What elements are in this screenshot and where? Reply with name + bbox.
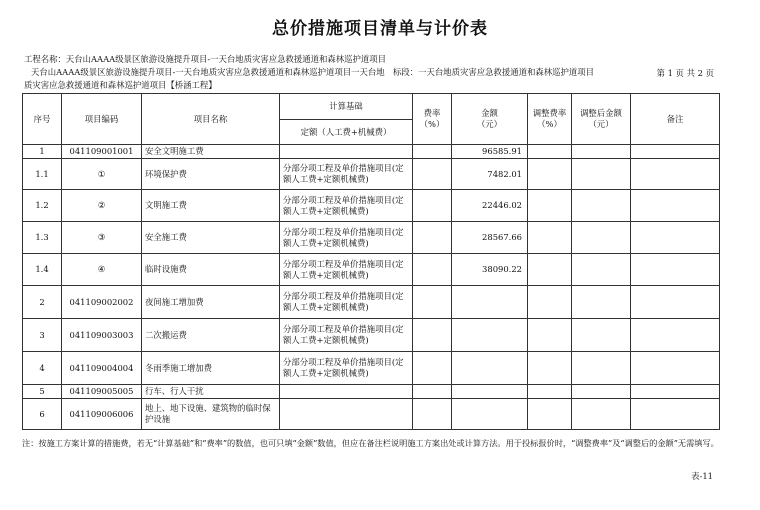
cell-adj-amount xyxy=(572,222,631,254)
cell-rate xyxy=(413,159,452,190)
cell-adj-rate xyxy=(528,385,572,399)
cell-code: 041109001001 xyxy=(62,145,142,159)
table-row xyxy=(23,190,720,222)
table-row xyxy=(23,145,720,159)
cell-rate xyxy=(413,145,452,159)
cell-remark xyxy=(631,145,720,159)
cell-seq: 1.2 xyxy=(23,190,62,222)
cell-amount: 7482.01 xyxy=(452,159,528,190)
cell-remark xyxy=(631,385,720,399)
cell-adj-rate xyxy=(528,399,572,430)
header-row xyxy=(23,94,720,120)
table-row xyxy=(23,385,720,399)
cell-adj-amount xyxy=(572,319,631,352)
table-row xyxy=(23,159,720,190)
cell-basis: 分部分项工程及单价措施项目(定额人工费+定额机械费) xyxy=(280,254,413,286)
cell-code: ① xyxy=(62,159,142,190)
cell-name: 安全施工费 xyxy=(142,222,280,254)
cell-seq: 1 xyxy=(23,145,62,159)
cell-basis: 分部分项工程及单价措施项目(定额人工费+定额机械费) xyxy=(280,190,413,222)
cell-code: ② xyxy=(62,190,142,222)
cell-basis: 分部分项工程及单价措施项目(定额人工费+定额机械费) xyxy=(280,319,413,352)
cell-code: 041109002002 xyxy=(62,286,142,319)
cell-code: 041109003003 xyxy=(62,319,142,352)
cell-adj-rate xyxy=(528,254,572,286)
cell-code: ④ xyxy=(62,254,142,286)
cell-name: 二次搬运费 xyxy=(142,319,280,352)
footnote: 注：按施工方案计算的措施费，若无“计算基础”和“费率”的数值，也可只填“金额”数值，但应在备注栏说明施工方案出处或计算方法。用于投标报价时，“调整费率”及“调整后的金额”无需填写。 xyxy=(22,438,719,448)
cell-amount xyxy=(452,286,528,319)
cell-basis: 分部分项工程及单价措施项目(定额人工费+定额机械费) xyxy=(280,222,413,254)
cell-amount xyxy=(452,352,528,385)
cell-basis: 分部分项工程及单价措施项目(定额人工费+定额机械费) xyxy=(280,352,413,385)
col-adj-rate: 调整费率 （%） xyxy=(528,94,572,145)
table-row xyxy=(23,254,720,286)
col-code: 项目编码 xyxy=(62,94,142,145)
cell-basis xyxy=(280,385,413,399)
cell-remark xyxy=(631,352,720,385)
col-rate: 费率 （%） xyxy=(413,94,452,145)
col-name: 项目名称 xyxy=(142,94,280,145)
table-row xyxy=(23,222,720,254)
cell-adj-amount xyxy=(572,385,631,399)
col-seq: 序号 xyxy=(23,94,62,145)
cell-code: ③ xyxy=(62,222,142,254)
cell-remark xyxy=(631,286,720,319)
cell-name: 地上、地下设施、建筑物的临时保护设施 xyxy=(142,399,280,430)
cell-amount: 22446.02 xyxy=(452,190,528,222)
cell-amount xyxy=(452,385,528,399)
col-remark: 备注 xyxy=(631,94,720,145)
cell-seq: 1.3 xyxy=(23,222,62,254)
cell-seq: 1.1 xyxy=(23,159,62,190)
cell-remark xyxy=(631,399,720,430)
cell-adj-rate xyxy=(528,145,572,159)
cell-adj-amount xyxy=(572,286,631,319)
cell-basis xyxy=(280,145,413,159)
cell-code: 041109004004 xyxy=(62,352,142,385)
cell-adj-rate xyxy=(528,222,572,254)
cell-amount: 96585.91 xyxy=(452,145,528,159)
cell-seq: 1.4 xyxy=(23,254,62,286)
cell-adj-amount xyxy=(572,190,631,222)
cell-adj-amount xyxy=(572,399,631,430)
cell-rate xyxy=(413,286,452,319)
table-row xyxy=(23,286,720,319)
cell-rate xyxy=(413,352,452,385)
col-adj-amount: 调整后金额 （元） xyxy=(572,94,631,145)
measures-table xyxy=(22,93,720,430)
cell-name: 临时设施费 xyxy=(142,254,280,286)
cell-name: 安全文明施工费 xyxy=(142,145,280,159)
cell-seq: 3 xyxy=(23,319,62,352)
cell-remark xyxy=(631,319,720,352)
page-title: 总价措施项目清单与计价表 xyxy=(272,19,488,39)
col-basis: 计算基础 xyxy=(280,94,413,120)
cell-adj-rate xyxy=(528,319,572,352)
cell-code: 041109006006 xyxy=(62,399,142,430)
cell-rate xyxy=(413,222,452,254)
cell-adj-amount xyxy=(572,159,631,190)
cell-rate xyxy=(413,399,452,430)
table-row xyxy=(23,352,720,385)
table-number: 表-11 xyxy=(691,471,713,481)
cell-rate xyxy=(413,254,452,286)
cell-name: 冬雨季施工增加费 xyxy=(142,352,280,385)
cell-amount: 38090.22 xyxy=(452,254,528,286)
col-basis-sub: 定额（人工费+机械费） xyxy=(280,120,413,145)
cell-code: 041109005005 xyxy=(62,385,142,399)
col-amount: 金额 （元） xyxy=(452,94,528,145)
cell-adj-rate xyxy=(528,159,572,190)
cell-adj-amount xyxy=(572,254,631,286)
cell-rate xyxy=(413,190,452,222)
cell-name: 环境保护费 xyxy=(142,159,280,190)
cell-seq: 4 xyxy=(23,352,62,385)
cell-seq: 2 xyxy=(23,286,62,319)
cell-remark xyxy=(631,254,720,286)
cell-amount xyxy=(452,319,528,352)
cell-remark xyxy=(631,159,720,190)
cell-basis: 分部分项工程及单价措施项目(定额人工费+定额机械费) xyxy=(280,286,413,319)
cell-rate xyxy=(413,385,452,399)
table-row xyxy=(23,319,720,352)
project-name: 工程名称：天台山AAAA级景区旅游设施提升项目-一天台地质灾害应急救援通道和森林巡护道项目 xyxy=(24,54,387,64)
cell-seq: 6 xyxy=(23,399,62,430)
cell-remark xyxy=(631,190,720,222)
cell-adj-rate xyxy=(528,352,572,385)
cell-adj-amount xyxy=(572,145,631,159)
cell-amount: 28567.66 xyxy=(452,222,528,254)
cell-seq: 5 xyxy=(23,385,62,399)
cell-adj-rate xyxy=(528,190,572,222)
cell-basis xyxy=(280,399,413,430)
cell-adj-amount xyxy=(572,352,631,385)
cell-rate xyxy=(413,319,452,352)
cell-name: 文明施工费 xyxy=(142,190,280,222)
cell-basis: 分部分项工程及单价措施项目(定额人工费+定额机械费) xyxy=(280,159,413,190)
cell-remark xyxy=(631,222,720,254)
cell-amount xyxy=(452,399,528,430)
page-info: 第 1 页 共 2 页 xyxy=(656,68,714,78)
section-line-cont: 质灾害应急救援通道和森林巡护道项目【桥涵工程】 xyxy=(24,80,217,90)
cell-name: 行车、行人干扰 xyxy=(142,385,280,399)
cell-adj-rate xyxy=(528,286,572,319)
table-row xyxy=(23,399,720,430)
section-line: 天台山AAAA级景区旅游设施提升项目-一天台地质灾害应急救援通道和森林巡护道项目一天台地 标段：一天台地质灾害应急救援通道和森林巡护道项目 xyxy=(31,67,595,77)
cell-name: 夜间施工增加费 xyxy=(142,286,280,319)
